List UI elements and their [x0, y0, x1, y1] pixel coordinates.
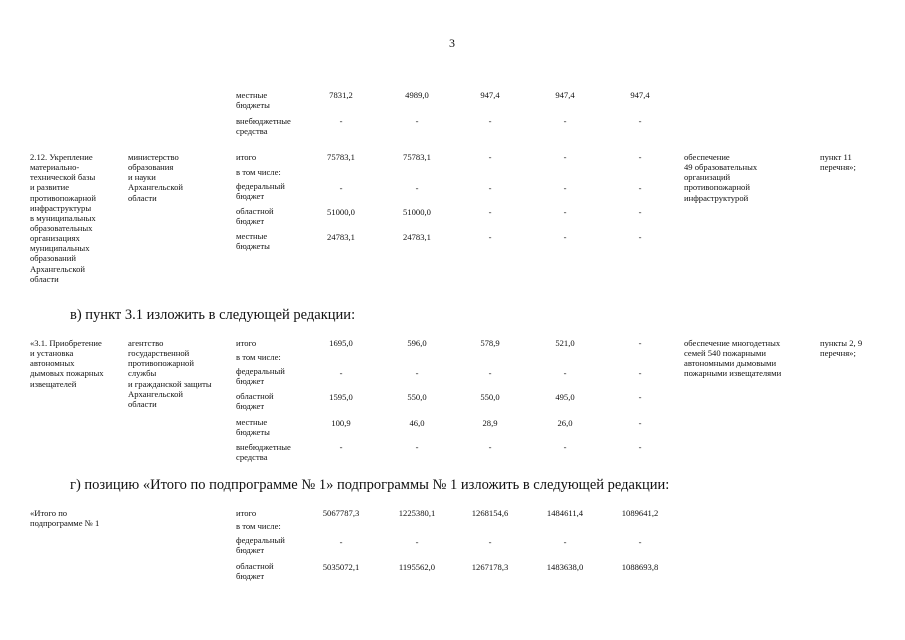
value-cell: 1484611,4	[546, 508, 584, 518]
value-cell: -	[488, 537, 492, 547]
row-label: внебюджетные средства	[236, 442, 291, 463]
value-cell: 4989,0	[405, 90, 429, 100]
value-cell: -	[638, 232, 642, 242]
value-cell: -	[638, 442, 642, 452]
value-cell: -	[488, 207, 492, 217]
value-cell: 1267178,3	[471, 562, 509, 572]
value-cell: -	[638, 368, 642, 378]
row-label: областной бюджет	[236, 561, 274, 582]
heading-g: г) позицию «Итого по подпрограмме № 1» подпрограммы № 1 изложить в следующей редакции:	[70, 477, 670, 493]
item-description: «3.1. Приобретение и установка автономных дымовых пожарных извещателей	[30, 338, 104, 389]
value-cell: -	[415, 537, 419, 547]
value-cell: 5067787,3	[322, 508, 360, 518]
value-cell: -	[638, 116, 642, 126]
row-label: федеральный бюджет	[236, 366, 285, 387]
value-cell: -	[339, 368, 343, 378]
value-cell: 1595,0	[329, 392, 353, 402]
value-cell: -	[415, 442, 419, 452]
value-cell: -	[488, 442, 492, 452]
value-cell: -	[563, 183, 567, 193]
value-cell: -	[638, 392, 642, 402]
value-cell: -	[415, 183, 419, 193]
value-cell: 26,0	[557, 418, 573, 428]
executor: министерство образования и науки Архангельской области	[128, 152, 183, 203]
value-cell: 550,0	[480, 392, 500, 402]
value-cell: 596,0	[407, 338, 427, 348]
value-cell: -	[488, 116, 492, 126]
page-number: 3	[449, 36, 455, 50]
value-cell: 24783,1	[403, 232, 431, 242]
row-label: федеральный бюджет	[236, 535, 285, 556]
value-cell: -	[339, 442, 343, 452]
value-cell: 521,0	[555, 338, 575, 348]
value-cell: -	[339, 116, 343, 126]
heading-v: в) пункт 3.1 изложить в следующей редакции:	[70, 307, 356, 323]
item-description: «Итого по подпрограмме № 1	[30, 508, 100, 529]
reference: пункты 2, 9 перечня»;	[820, 338, 863, 359]
value-cell: -	[339, 537, 343, 547]
value-cell: 550,0	[407, 392, 427, 402]
value-cell: -	[415, 116, 419, 126]
value-cell: -	[563, 537, 567, 547]
value-cell: 1225380,1	[398, 508, 436, 518]
value-cell: -	[638, 338, 642, 348]
row-label: местные бюджеты	[236, 90, 270, 111]
value-cell: 947,4	[480, 90, 500, 100]
value-cell: -	[638, 183, 642, 193]
row-label: местные бюджеты	[236, 231, 270, 252]
value-cell: 1195562,0	[398, 562, 436, 572]
value-cell: 1088693,8	[621, 562, 659, 572]
value-cell: -	[488, 232, 492, 242]
value-cell: 100,9	[331, 418, 351, 428]
value-cell: 75783,1	[403, 152, 431, 162]
row-label: итого	[236, 508, 257, 518]
value-cell: 947,4	[555, 90, 575, 100]
value-cell: -	[488, 152, 492, 162]
row-label: в том числе:	[236, 352, 281, 362]
executor: агентство государственной противопожарной службы и гражданской защиты Архангельской области	[128, 338, 212, 409]
value-cell: 1089641,2	[621, 508, 659, 518]
reference: пункт 11 перечня»;	[820, 152, 856, 173]
value-cell: -	[563, 152, 567, 162]
value-cell: 1695,0	[329, 338, 353, 348]
value-cell: -	[563, 442, 567, 452]
result: обеспечение 49 образовательных организаций противопожарной инфраструктурой	[684, 152, 758, 203]
row-label: местные бюджеты	[236, 417, 270, 438]
value-cell: 46,0	[409, 418, 425, 428]
row-label: областной бюджет	[236, 206, 274, 227]
value-cell: 51000,0	[403, 207, 431, 217]
value-cell: 75783,1	[327, 152, 355, 162]
row-label: в том числе:	[236, 521, 281, 531]
result: обеспечение многодетных семей 540 пожарными автономными дымовыми пожарными извещателями	[684, 338, 782, 379]
item-description: 2.12. Укрепление материально- технической базы и развитие противопожарной инфраструктуры в муниципальных образовательных организациях муниципальных образований Архангельской области	[30, 152, 96, 284]
value-cell: -	[638, 418, 642, 428]
value-cell: -	[563, 368, 567, 378]
value-cell: -	[488, 183, 492, 193]
value-cell: 1268154,6	[471, 508, 509, 518]
value-cell: 51000,0	[327, 207, 355, 217]
value-cell: -	[339, 183, 343, 193]
row-label: итого	[236, 338, 257, 348]
value-cell: -	[563, 116, 567, 126]
value-cell: 24783,1	[327, 232, 355, 242]
value-cell: -	[488, 368, 492, 378]
value-cell: -	[638, 152, 642, 162]
value-cell: 947,4	[630, 90, 650, 100]
value-cell: -	[415, 368, 419, 378]
row-label: федеральный бюджет	[236, 181, 285, 202]
value-cell: -	[563, 207, 567, 217]
row-label: итого	[236, 152, 257, 162]
value-cell: 1483638,0	[546, 562, 584, 572]
value-cell: 495,0	[555, 392, 575, 402]
row-label: областной бюджет	[236, 391, 274, 412]
row-label: внебюджетные средства	[236, 116, 291, 137]
value-cell: -	[563, 232, 567, 242]
value-cell: -	[638, 537, 642, 547]
value-cell: 7831,2	[329, 90, 353, 100]
value-cell: -	[638, 207, 642, 217]
value-cell: 28,9	[482, 418, 498, 428]
row-label: в том числе:	[236, 167, 281, 177]
value-cell: 578,9	[480, 338, 500, 348]
value-cell: 5035072,1	[322, 562, 360, 572]
